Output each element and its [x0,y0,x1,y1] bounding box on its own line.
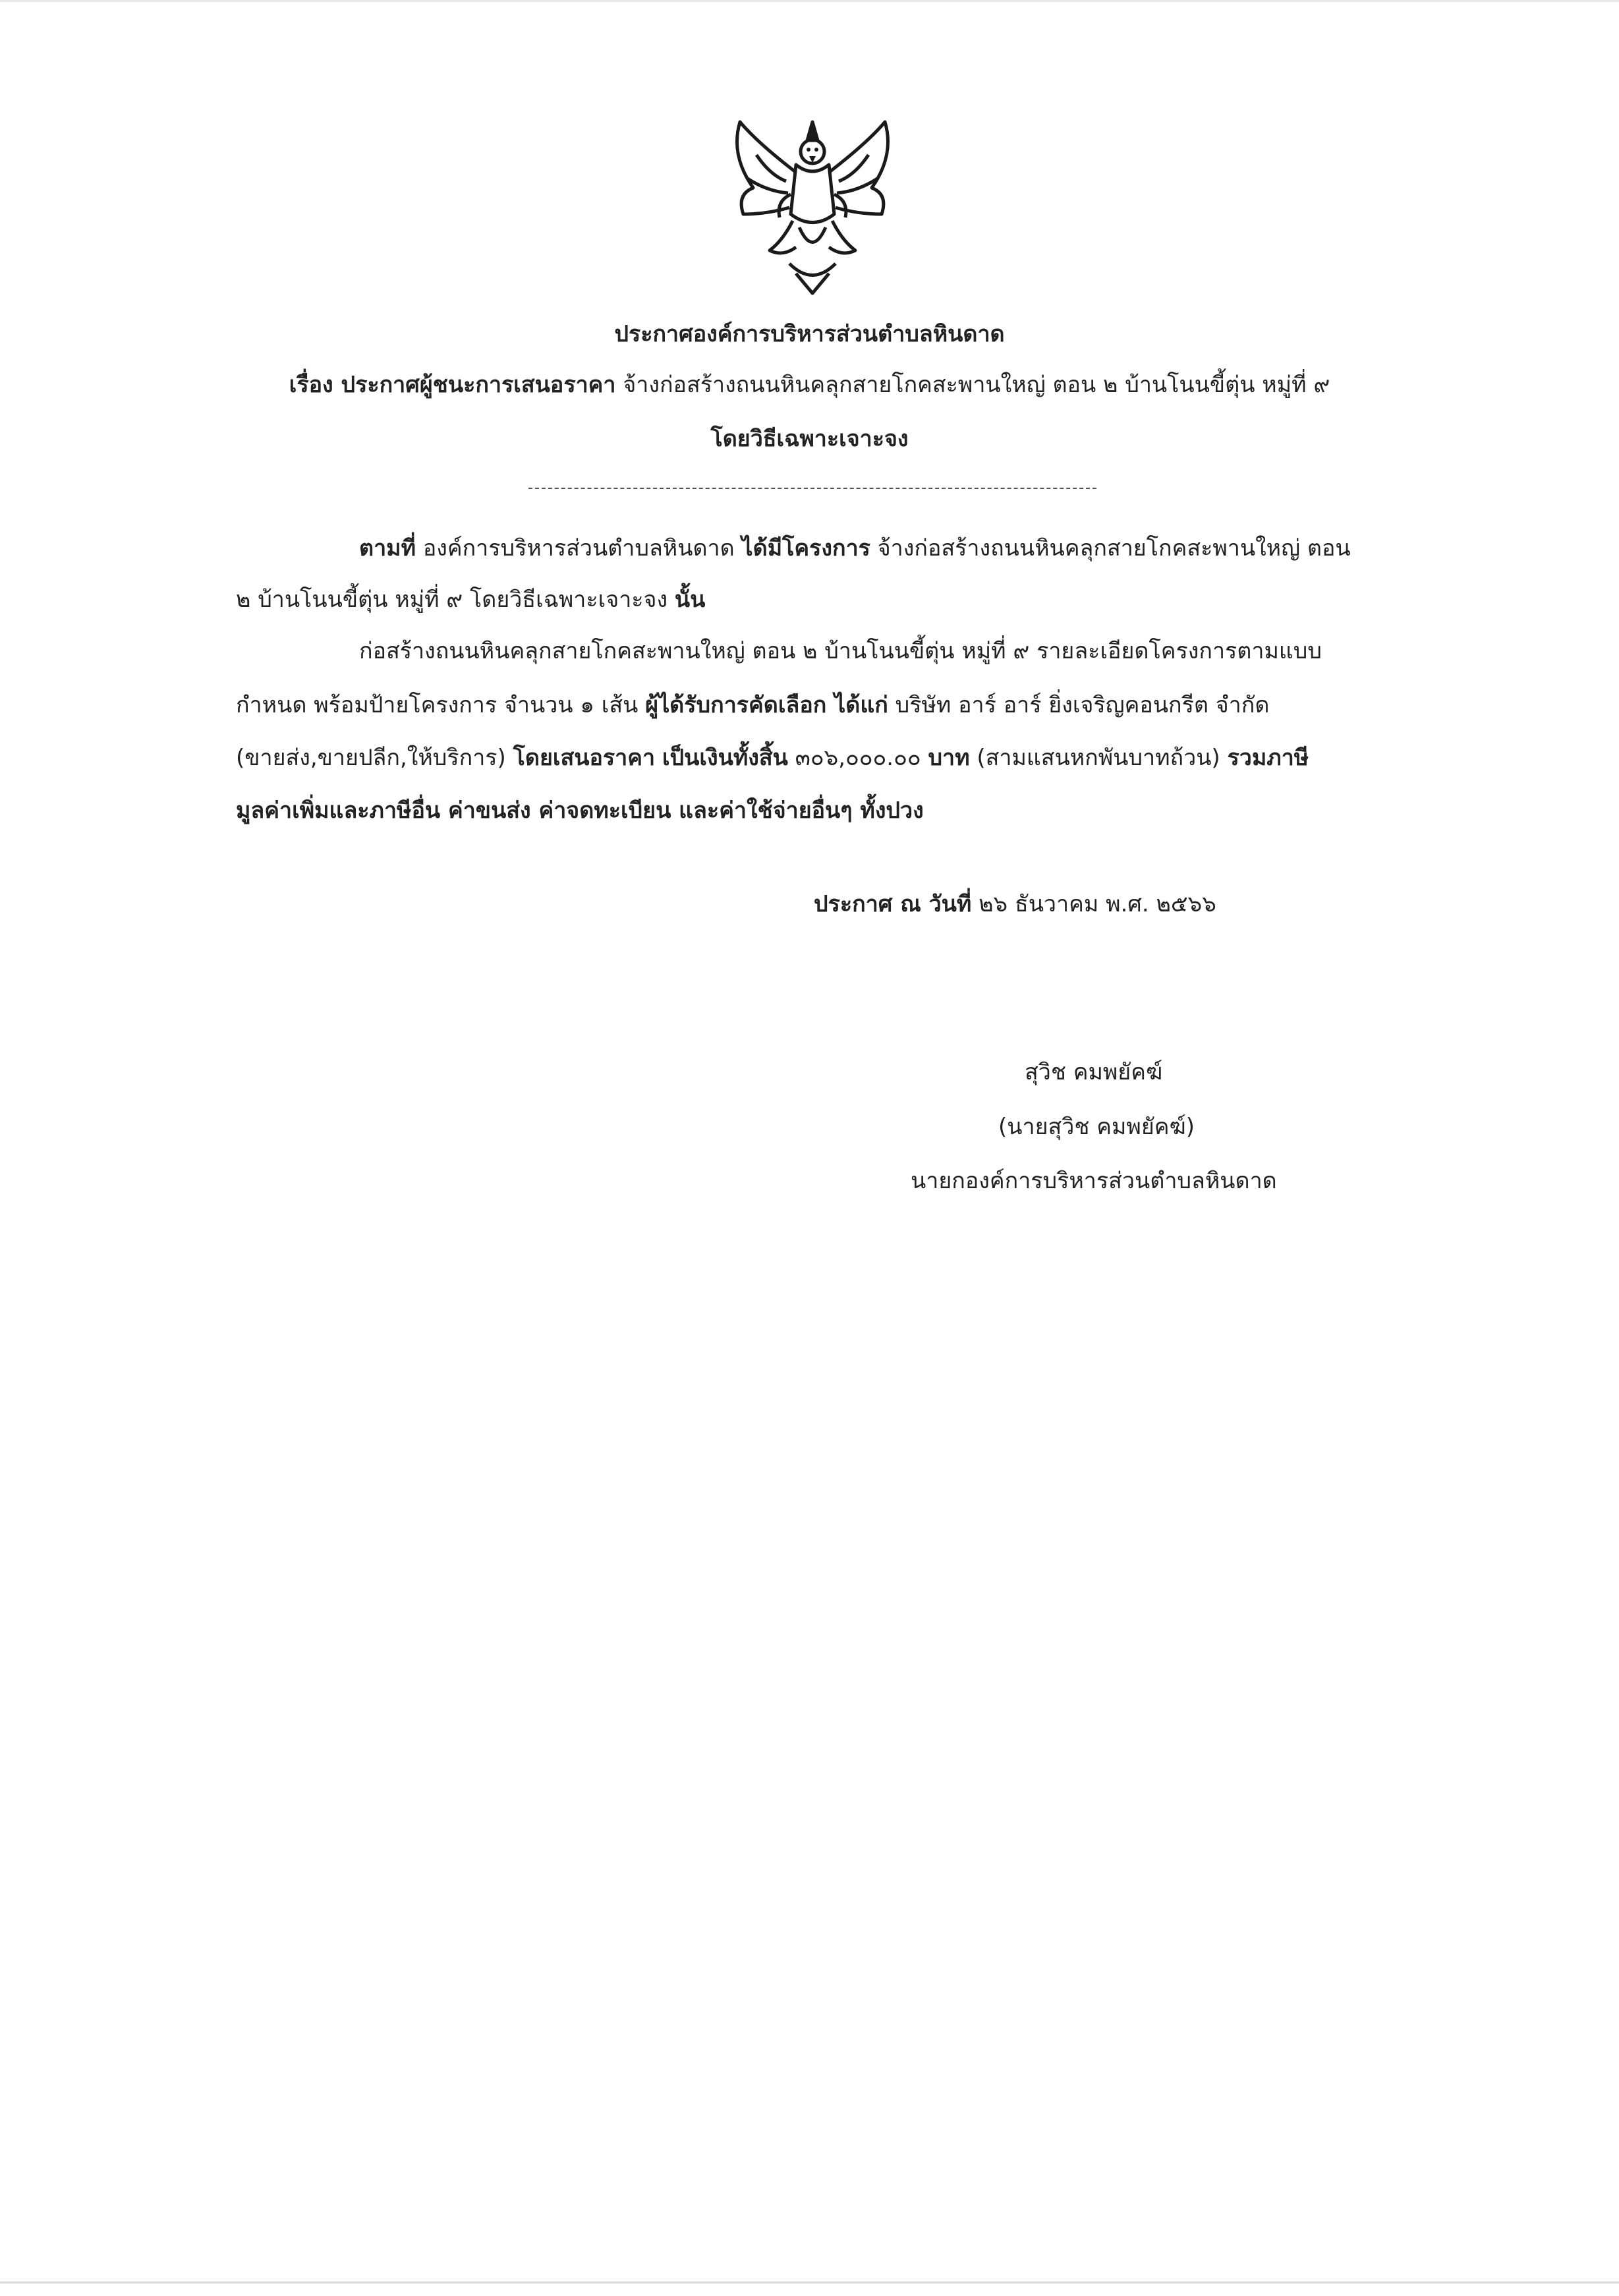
subject-line [0,370,1619,399]
date-label: ประกาศ ณ วันที่ [814,891,972,917]
text-segment: (ขายส่ง,ขายปลีก,ให้บริการ) [236,745,506,771]
paragraph-1-line-1 [359,534,1351,563]
text-segment: มูลค่าเพิ่มและภาษีอื่น ค่าขนส่ง ค่าจดทะเบียน และค่าใช้จ่ายอื่นๆ ทั้งปวง [236,797,924,824]
text-segment: องค์การบริหารส่วนตำบลหินดาด [422,535,735,561]
text-segment: เป็นเงินทั้งสิ้น [662,745,788,771]
text-segment: ๒ บ้านโนนขี้ตุ่น หมู่ที่ ๙ โดยวิธีเฉพาะเจาะจง [236,587,668,613]
text-segment: จ้างก่อสร้างถนนหินคลุกสายโกคสะพานใหญ่ ตอน [877,535,1351,561]
text-segment: กำหนด พร้อมป้ายโครงการ จำนวน ๑ เส้น [236,692,639,718]
paragraph-2-line-3 [236,743,1309,772]
bid-amount-words: (สามแสนหกพันบาทถ้วน) [977,745,1220,771]
scan-edge-bottom [0,2282,1619,2283]
text-segment: ตามที่ [359,535,416,561]
paragraph-2-line-4 [236,796,924,825]
subject-text: จ้างก่อสร้างถนนหินคลุกสายโกคสะพานใหญ่ ตอน ๒ บ้านโนนขี้ตุ่น หมู่ที่ ๙ [623,372,1330,398]
announcement-date: ๒๖ ธันวาคม พ.ศ. ๒๕๖๖ [979,891,1216,917]
text-segment: ผู้ได้รับการคัดเลือก ได้แก่ [645,692,888,718]
text-segment: บริษัท อาร์ อาร์ ยิ่งเจริญคอนกรีต จำกัด [895,692,1270,718]
text-segment: บาท [928,745,970,771]
procurement-method: โดยวิธีเฉพาะเจาะจง [710,426,909,452]
garuda-emblem-icon [717,115,908,297]
text-segment: นั้น [674,587,706,613]
signer-position: นายกองค์การบริหารส่วนตำบลหินดาด [911,1168,1277,1194]
text-segment: ก่อสร้างถนนหินคลุกสายโกคสะพานใหญ่ ตอน ๒ บ้านโนนขี้ตุ่น หมู่ที่ ๙ รายละเอียดโครงการตามแบบ [359,638,1322,664]
title-divider [528,488,1096,489]
announcement-title: ประกาศองค์การบริหารส่วนตำบลหินดาด [614,321,1005,347]
text-segment: โดยเสนอราคา [513,745,656,771]
paragraph-1-line-2 [236,585,705,614]
signed-name: สุวิช คมพยัคฆ์ [1025,1059,1163,1085]
announcement-date-line [814,890,1216,919]
printed-name: (นายสุวิช คมพยัคฆ์) [998,1114,1195,1140]
text-segment: ได้มีโครงการ [741,535,870,561]
bid-amount: ๓๐๖,๐๐๐.๐๐ [795,745,921,771]
subject-label: เรื่อง ประกาศผู้ชนะการเสนอราคา [289,372,616,398]
paragraph-2-line-1 [359,637,1322,666]
scan-edge-top [0,0,1619,2]
paragraph-2-line-2 [236,691,1269,720]
text-segment: รวมภาษี [1227,745,1309,771]
